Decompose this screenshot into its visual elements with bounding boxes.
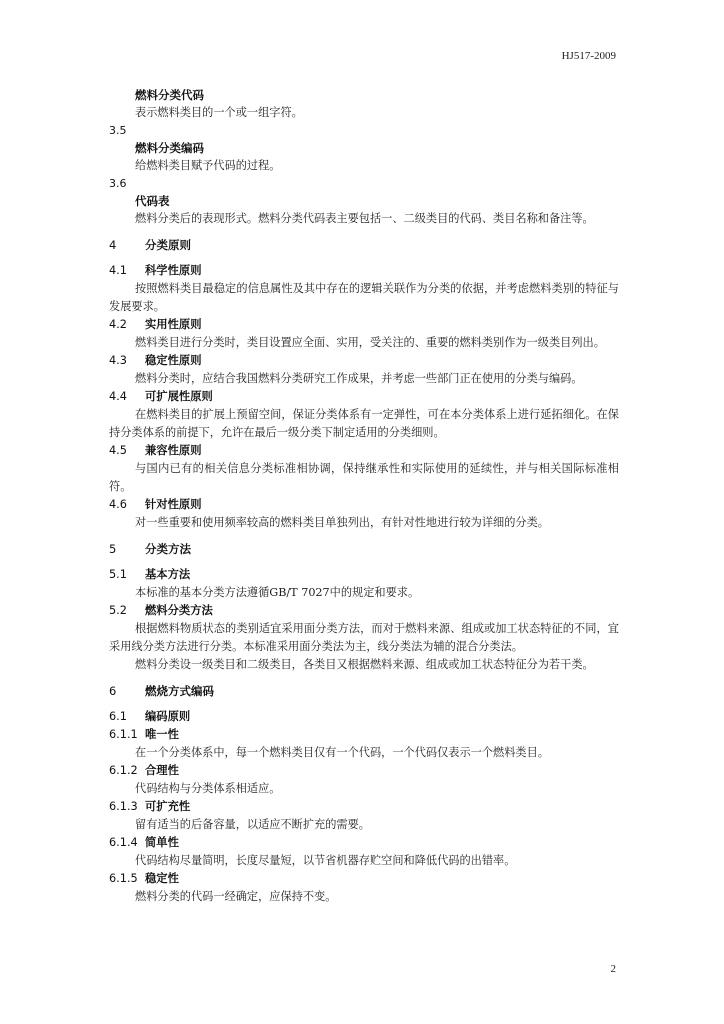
paragraph: 根据燃料物质状态的类别适宜采用面分类方法，而对于燃料来源、组成或加工状态特征的不同，宜采用线分类方法进行分类。本标准采用面分类法为主，线分类法为辅的混合分类法。 bbox=[109, 622, 619, 653]
subsection-title: 唯一性 bbox=[145, 728, 179, 741]
paragraph: 与国内已有的相关信息分类标准相协调，保持继承性和实际使用的延续性，并与相关国际标准相符。 bbox=[109, 462, 619, 493]
subsection-heading bbox=[109, 316, 619, 334]
subsection-number: 6.1.1 bbox=[109, 728, 138, 741]
subsection-title: 实用性原则 bbox=[145, 318, 202, 331]
paragraph: 按照燃料类目最稳定的信息属性及其中存在的逻辑关联作为分类的依据，并考虑燃料类别的特征与发展要求。 bbox=[109, 282, 619, 313]
section-title: 燃烧方式编码 bbox=[145, 684, 214, 698]
subsection-number: 6.1 bbox=[109, 710, 127, 723]
paragraph: 燃料分类设一级类目和二级类目，各类目又根据燃料来源、组成或加工状态特征分为若干类。 bbox=[135, 658, 594, 671]
subsection-heading bbox=[109, 726, 619, 744]
subsection-heading bbox=[109, 496, 619, 514]
subsection-number: 6.1.2 bbox=[109, 764, 138, 777]
subsection-number: 4.3 bbox=[109, 354, 127, 367]
term-definition: 给燃料类目赋予代码的过程。 bbox=[135, 159, 281, 172]
term-title: 燃料分类编码 bbox=[135, 141, 204, 155]
subsection-title: 稳定性 bbox=[145, 872, 179, 885]
subsection-heading bbox=[109, 762, 619, 780]
section-number: 5 bbox=[109, 542, 117, 556]
paragraph: 燃料分类时，应结合我国燃料分类研究工作成果，并考虑一些部门正在使用的分类与编码。 bbox=[135, 372, 583, 385]
subsection-heading bbox=[109, 566, 619, 584]
subsection-title: 稳定性原则 bbox=[145, 354, 202, 367]
clause-number: 3.6 bbox=[109, 177, 127, 190]
paragraph: 本标准的基本分类方法遵循GB/T 7027中的规定和要求。 bbox=[135, 586, 420, 599]
subsection-number: 4.4 bbox=[109, 390, 127, 403]
section-title: 分类方法 bbox=[145, 542, 191, 556]
subsection-title: 兼容性原则 bbox=[145, 444, 202, 457]
subsection-number: 4.1 bbox=[109, 264, 127, 277]
term-title: 燃料分类代码 bbox=[135, 88, 204, 102]
subsection-title: 合理性 bbox=[145, 764, 179, 777]
subsection-title: 简单性 bbox=[145, 836, 179, 849]
subsection-title: 编码原则 bbox=[145, 710, 191, 723]
term-definition: 燃料分类后的表现形式。燃料分类代码表主要包括一、二级类目的代码、类目名称和备注等。 bbox=[135, 212, 594, 225]
subsection-number: 5.2 bbox=[109, 604, 127, 617]
subsection-number: 4.2 bbox=[109, 318, 127, 331]
document-body bbox=[109, 86, 619, 906]
paragraph: 在燃料类目的扩展上预留空间，保证分类体系有一定弹性，可在本分类体系上进行延拓细化。在保持分类体系的前提下，允许在最后一级分类下制定适用的分类细则。 bbox=[109, 408, 619, 439]
term-title: 代码表 bbox=[135, 194, 170, 208]
paragraph: 在一个分类体系中，每一个燃料类目仅有一个代码，一个代码仅表示一个燃料类目。 bbox=[135, 746, 549, 759]
subsection-number: 6.1.4 bbox=[109, 836, 138, 849]
section-title: 分类原则 bbox=[145, 238, 191, 252]
subsection-heading bbox=[109, 388, 619, 406]
clause-number: 3.5 bbox=[109, 124, 127, 137]
subsection-heading bbox=[109, 352, 619, 370]
subsection-title: 科学性原则 bbox=[145, 264, 202, 277]
subsection-heading bbox=[109, 262, 619, 280]
section-heading bbox=[109, 540, 619, 558]
subsection-title: 可扩展性原则 bbox=[145, 390, 213, 403]
subsection-heading bbox=[109, 602, 619, 620]
subsection-number: 5.1 bbox=[109, 568, 127, 581]
section-number: 6 bbox=[109, 684, 117, 698]
subsection-heading bbox=[109, 442, 619, 460]
paragraph: 留有适当的后备容量，以适应不断扩充的需要。 bbox=[135, 818, 370, 831]
paragraph: 代码结构与分类体系相适应。 bbox=[135, 782, 281, 795]
subsection-heading bbox=[109, 834, 619, 852]
paragraph: 代码结构尽量简明，长度尽量短，以节省机器存贮空间和降低代码的出错率。 bbox=[135, 854, 516, 867]
subsection-heading bbox=[109, 798, 619, 816]
page-number: 2 bbox=[610, 963, 616, 975]
document-code: HJ517-2009 bbox=[561, 50, 616, 62]
section-heading bbox=[109, 682, 619, 700]
subsection-number: 4.5 bbox=[109, 444, 127, 457]
section-number: 4 bbox=[109, 238, 117, 252]
paragraph: 燃料分类的代码一经确定，应保持不变。 bbox=[135, 890, 337, 903]
subsection-number: 6.1.5 bbox=[109, 872, 138, 885]
paragraph: 燃料类目进行分类时，类目设置应全面、实用，受关注的、重要的燃料类别作为一级类目列出。 bbox=[135, 336, 605, 349]
subsection-number: 4.6 bbox=[109, 498, 127, 511]
paragraph: 对一些重要和使用频率较高的燃料类目单独列出，有针对性地进行较为详细的分类。 bbox=[135, 516, 549, 529]
subsection-heading bbox=[109, 708, 619, 726]
subsection-title: 可扩充性 bbox=[145, 800, 191, 813]
subsection-number: 6.1.3 bbox=[109, 800, 138, 813]
subsection-title: 针对性原则 bbox=[145, 498, 202, 511]
term-definition: 表示燃料类目的一个或一组字符。 bbox=[135, 106, 303, 119]
subsection-title: 燃料分类方法 bbox=[145, 604, 213, 617]
subsection-title: 基本方法 bbox=[145, 568, 191, 581]
section-heading bbox=[109, 236, 619, 254]
subsection-heading bbox=[109, 870, 619, 888]
